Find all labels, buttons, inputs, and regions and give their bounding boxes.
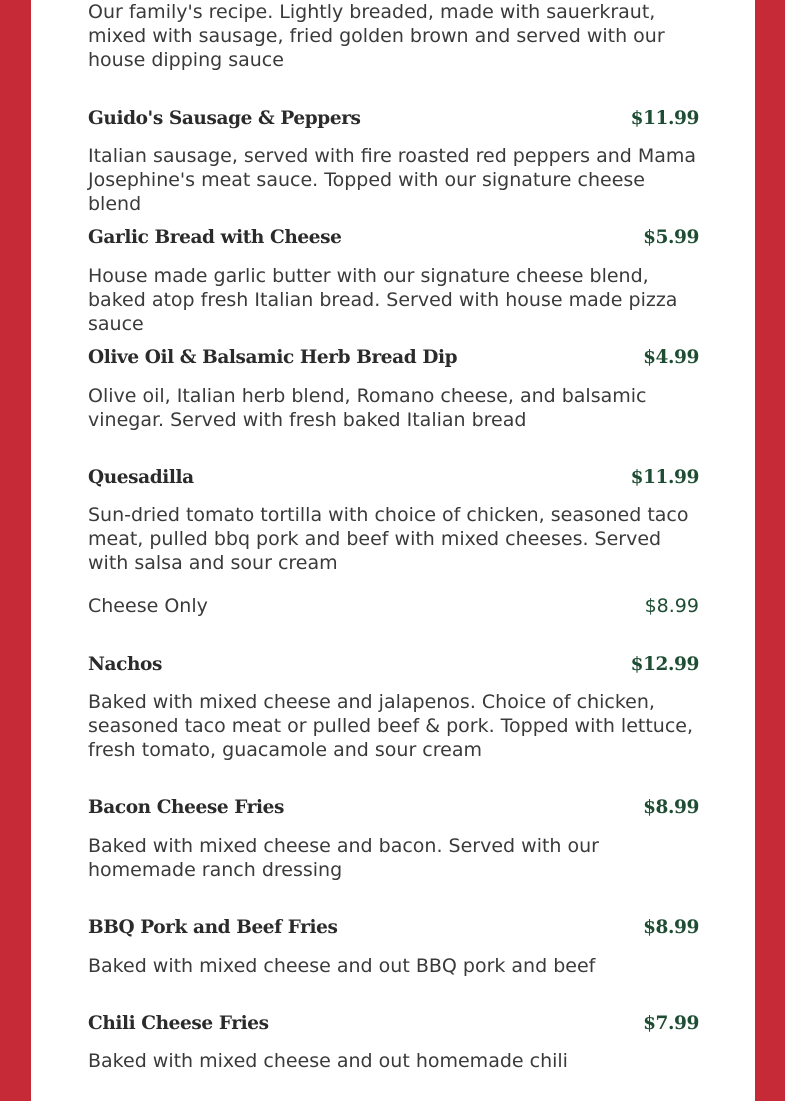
item-name: Chili Cheese Fries: [88, 1013, 269, 1034]
item-description: Olive oil, Italian herb blend, Romano cheese, and balsamic vinegar. Served with fresh baked Italian bread: [88, 385, 647, 431]
item-description: Baked with mixed cheese and out BBQ pork and beef: [88, 955, 596, 977]
item-name: Guido's Sausage & Peppers: [88, 108, 361, 129]
item-description: Baked with mixed cheese and jalapenos. Choice of chicken, seasoned taco meat or pulled beef & pork. Topped with lettuce, fresh tomato, guacamole and sour cream: [88, 691, 693, 761]
menu-item: [88, 466, 699, 618]
item-description: Sun-dried tomato tortilla with choice of chicken, seasoned taco meat, pulled bbq pork and beef with mixed cheeses. Served with salsa and sour cream: [88, 504, 689, 574]
item-name: Bacon Cheese Fries: [88, 797, 285, 818]
menu-item: [88, 796, 699, 882]
item-price: $8.99: [643, 797, 699, 818]
item-price: $8.99: [643, 917, 699, 938]
menu-item: [88, 226, 699, 336]
item-description: Baked with mixed cheese and out homemade chili: [88, 1050, 568, 1072]
menu-page: [31, 0, 755, 1101]
menu-item: [88, 653, 699, 762]
item-price: $7.99: [643, 1013, 699, 1034]
menu-item: [88, 916, 699, 978]
option-label: Cheese Only: [88, 595, 208, 617]
item-price: $11.99: [630, 108, 699, 129]
item-price: $12.99: [630, 654, 699, 675]
item-description: Italian sausage, served with fire roasted red peppers and Mama Josephine's meat sauce. Topped with our signature cheese blend: [88, 145, 697, 215]
item-price: $5.99: [643, 227, 699, 248]
menu-item: [88, 1012, 699, 1073]
item-name: Nachos: [88, 654, 162, 675]
item-option: [88, 594, 699, 618]
item-name: BBQ Pork and Beef Fries: [88, 917, 338, 938]
item-price: $11.99: [630, 467, 699, 488]
item-description: Baked with mixed cheese and bacon. Served with our homemade ranch dressing: [88, 835, 599, 881]
item-name: Garlic Bread with Cheese: [88, 227, 342, 248]
intro-description: Our family's recipe. Lightly breaded, made with sauerkraut, mixed with sausage, fried golden brown and served with our house dipping sauce: [88, 1, 665, 71]
menu-item: [88, 346, 699, 432]
option-price: $8.99: [644, 595, 699, 617]
item-name: Quesadilla: [88, 467, 194, 488]
item-description: House made garlic butter with our signature cheese blend, baked atop fresh Italian bread. Served with house made pizza sauce: [88, 265, 678, 335]
menu-item: [88, 107, 699, 216]
item-price: $4.99: [643, 347, 699, 368]
item-name: Olive Oil & Balsamic Herb Bread Dip: [88, 347, 458, 368]
